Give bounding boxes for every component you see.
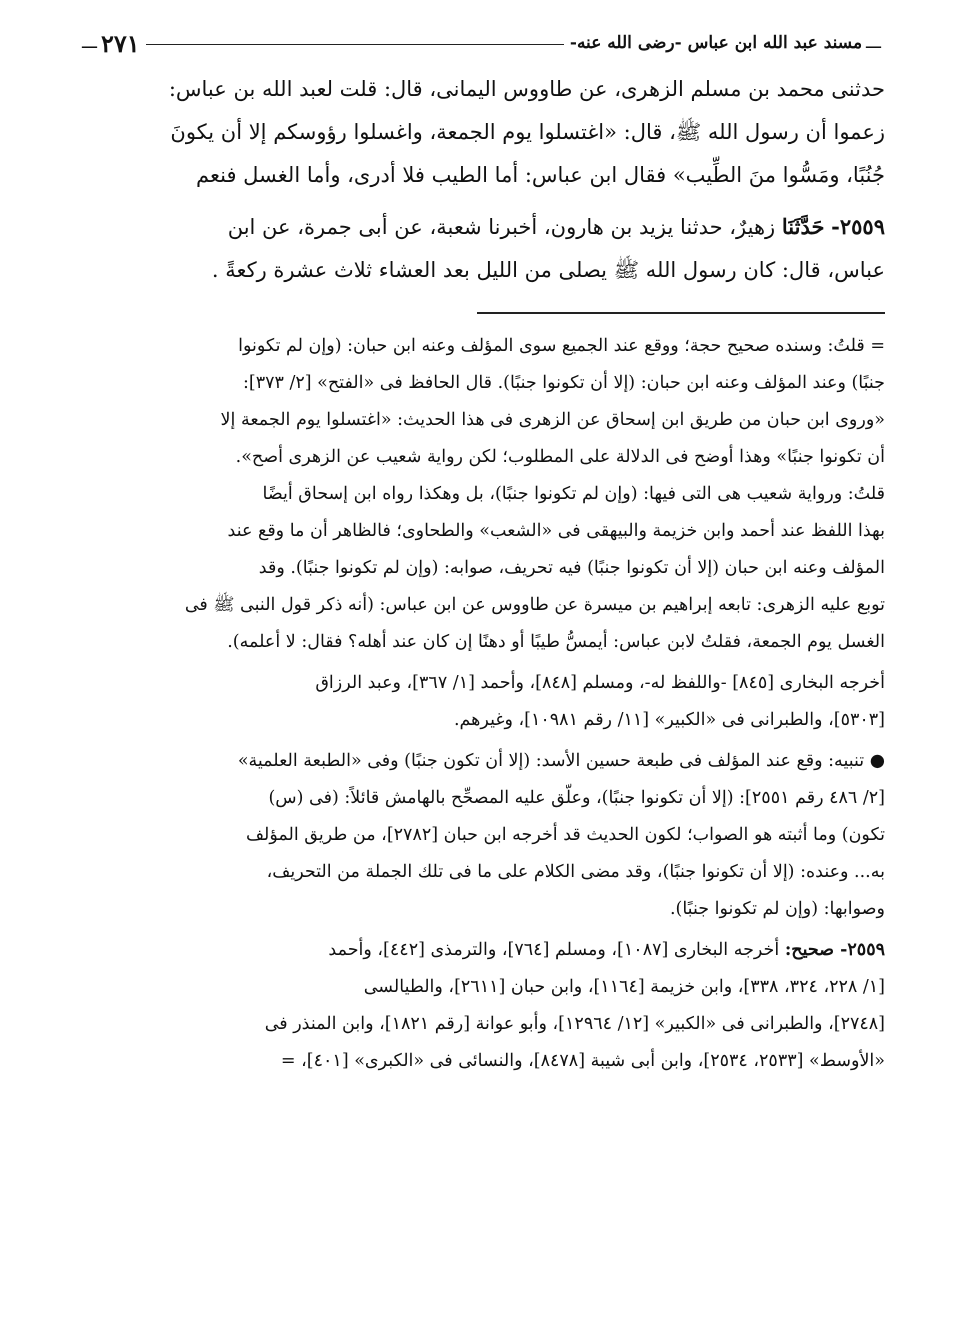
footnote-line: «الأوسط» [٢٥٣٣، ٢٥٣٤]، وابن أبى شيبة [٨٤٧٨]، والنسائى فى «الكبرى» [٤٠١]، = [280,1051,885,1071]
footnote-line: أن تكونوا جنبًا» وهذا أوضح فى الدلالة على المطلوب؛ لكن رواية شعيب عن الزهرى أصح». [235,447,885,467]
hadith-text-line: زعموا أن رسول الله ﷺ، قال: «اغتسلوا يوم الجمعة، واغسلوا رؤوسكم إلا أن يكونَ [170,120,885,144]
footnote-line: وصوابها: (وإن لم تكونوا جنبًا). [669,899,885,919]
footnotes [78,328,885,1080]
footnote-text: أخرجه البخارى [١٠٨٧]، ومسلم [٧٦٤]، والترمذى [٤٤٢]، وأحمد [328,940,780,960]
header-book-title: مسند عبد الله ابن عباس -رضى الله عنه- [569,33,863,53]
hadith-number: ٢٥٥٩- [831,214,885,239]
header-dash: ـــ [866,33,881,53]
footnote-line: بهذا اللفظ عند أحمد وابن خزيمة والبيهقى فى «الشعب» والطحاوى؛ فالظاهر أن ما وقع عند [227,521,885,541]
footnote-line: المؤلف وعنه ابن حبان (إلا أن تكونوا جنبًا) فيه تحريف، صوابه: (وإن لم تكونوا جنبًا). وقد [258,558,885,578]
footnote-line: قلتُ: ورواية شعيب هى التى فيها: (وإن لم تكونوا جنبًا)، بل وهكذا رواه ابن إسحاق أيضًا [262,484,885,504]
footnote-line: أخرجه البخارى [٨٤٥] -واللفظ له-، ومسلم [٨٤٨]، وأحمد [١/ ٣٦٧]، وعبد الرزاق [315,673,885,693]
footnote-line: = قلتُ: وسنده صحيح حجة؛ ووقع عند الجميع سوى المؤلف وعنه ابن حبان: (وإن لم تكونوا [238,336,885,356]
running-header [78,22,885,64]
hadith-2559-line [78,205,885,249]
hadith-text-line: جُنُبًا، ومَسُّوا منَ الطِّيب» فقال ابن عباس: أما الطيب فلا أدرى، وأما الغسل فنعم [196,163,885,187]
footnote-line: توبع عليه الزهرى: تابعه إبراهيم بن ميسرة عن طاووس عن ابن عباس: (أنه ذكر قول النبى ﷺ فى [184,595,885,615]
footnote-2559-line [78,932,885,969]
footnote-line: الغسل يوم الجمعة، فقلتُ لابن عباس: أيمسُّ طيبًا أو دهنًا إن كان عند أهله؟ فقال: لا أعلمه). [227,632,885,652]
header-rule [146,44,564,45]
footnote-line: [١/ ٢٢٨، ٣٢٤، ٣٣٨]، وابن خزيمة [١١٦٤]، وابن حبان [٢٦١١]، والطيالسى [363,977,885,997]
header-dash-end: ـــ [82,33,97,53]
hadith-text-line: حدثنى محمد بن مسلم الزهرى، عن طاووس اليمانى، قال: قلت لعبد الله بن عباس: [168,77,885,101]
footnote-number: ٢٥٥٩- صحيح: [784,940,885,960]
hadith-text: زهيرٌ، حدثنا يزيد بن هارون، أخبرنا شعبة، عن أبى جمرة، عن ابن [227,215,776,239]
footnote-line: جنبًا) وعند المؤلف وعنه ابن حبان: (إلا أن تكونوا جنبًا). قال الحافظ فى «الفتح» [٢/ ٣٧٣]: [242,373,885,393]
footnote-line: [٢/ ٤٨٦ رقم ٢٥٥١]: (إلا أن تكونوا جنبًا)، وعلّق عليه المصحِّح بالهامش قائلاً: (فى (س) [268,788,885,808]
page-number: ٢٧١ [100,28,140,58]
footnote-line: «وروى ابن حبان من طريق ابن إسحاق عن الزهرى فى هذا الحديث: «اغتسلوا يوم الجمعة إلا [220,410,885,430]
footnote-line: [٢٧٤٨]، والطبرانى فى «الكبير» [١٢/ ١٢٩٦٤]، وأبو عوانة [رقم ١٨٢١]، وابن المنذر فى [264,1014,885,1034]
footnote-line: [٥٣٠٣]، والطبرانى فى «الكبير» [١١/ رقم ١٠٩٨١]، وغيرهم. [453,710,885,730]
hadith-text-line: عباس، قال: كان رسول الله ﷺ يصلى من الليل بعد العشاء ثلاث عشرة ركعةً . [211,258,885,282]
hadith-lead-word: حَدَّثَنَا [781,214,825,239]
footnote-line: ● تنبيه: وقع عند المؤلف فى طبعة حسين الأسد: (إلا أن تكون جنبًا) وفى «الطبعة العلمية» [237,751,885,771]
main-text [78,68,885,292]
footnote-separator [477,312,885,314]
footnote-line: به... وعنده: (إلا أن تكونوا جنبًا)، وقد مضى الكلام على ما فى تلك الجملة من التحريف، [266,862,885,882]
footnote-line: تكون) وما أثبته هو الصواب؛ لكون الحديث قد أخرجه ابن حبان [٢٧٨٢]، من طريق المؤلف [245,825,885,845]
